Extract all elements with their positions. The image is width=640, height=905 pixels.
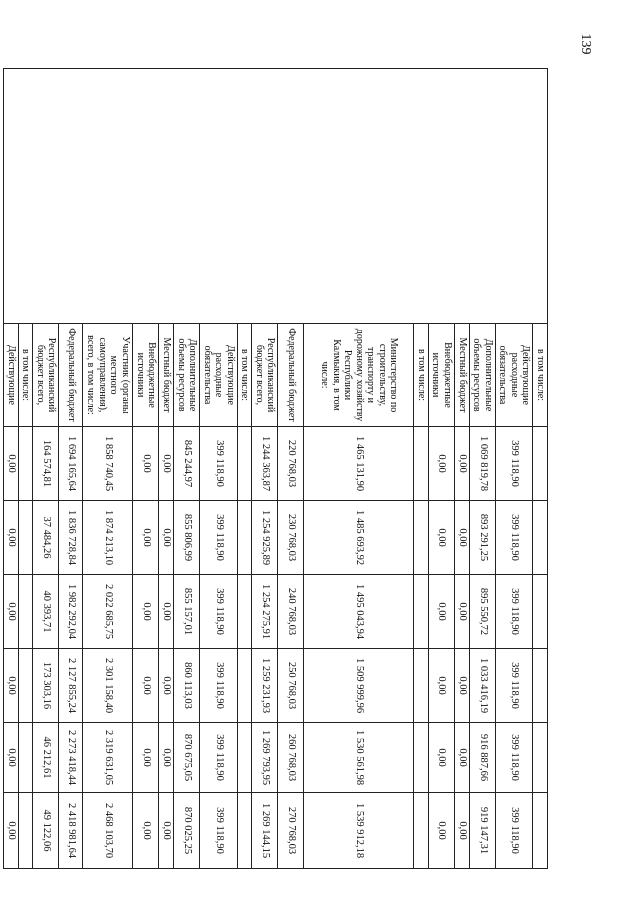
- cell-value: [533, 723, 548, 793]
- cell-value: [18, 427, 33, 501]
- cell-value: 2 022 685,75: [83, 575, 133, 649]
- cell-value: 870 025,25: [174, 793, 200, 869]
- cell-value: 164 574,81: [33, 427, 59, 501]
- cell-value: 1 530 561,98: [304, 723, 414, 793]
- cell-value: 870 675,05: [174, 723, 200, 793]
- row-label: Федеральный бюджет: [59, 324, 83, 427]
- cell-value: 1 858 740,45: [83, 427, 133, 501]
- cell-value: 0,00: [3, 501, 18, 575]
- cell-value: [18, 793, 33, 869]
- cell-value: 399 118,90: [200, 427, 238, 501]
- cell-value: 0,00: [454, 723, 469, 793]
- cell-value: 46 212,61: [33, 723, 59, 793]
- cell-value: 0,00: [454, 793, 469, 869]
- row-label: в том числе:: [533, 324, 548, 427]
- cell-value: 399 118,90: [200, 723, 238, 793]
- cell-value: [18, 649, 33, 723]
- cell-value: 845 244,97: [174, 427, 200, 501]
- cell-value: 1 069 819,78: [470, 427, 496, 501]
- cell-value: 1 269 793,95: [252, 723, 278, 793]
- cell-value: 0,00: [3, 427, 18, 501]
- cell-value: 0,00: [133, 501, 159, 575]
- cell-value: 0,00: [159, 793, 174, 869]
- cell-value: 919 147,31: [470, 793, 496, 869]
- table-row: [533, 69, 548, 869]
- row-label: Республиканский бюджет всего,: [252, 324, 278, 427]
- cell-value: [18, 723, 33, 793]
- row-label: Местный бюджет: [454, 324, 469, 427]
- cell-value: [533, 649, 548, 723]
- cell-value: 260 768,03: [278, 723, 304, 793]
- cell-value: 0,00: [133, 723, 159, 793]
- cell-value: 0,00: [428, 723, 454, 793]
- row-label: Министерство по строительству, транспорту и дорожному хозяйству Республики Калмыкия, в том числе:: [304, 324, 414, 427]
- row-label: Федеральный бюджет: [278, 324, 304, 427]
- cell-value: 240 768,03: [278, 575, 304, 649]
- cell-value: 0,00: [454, 575, 469, 649]
- cell-value: 399 118,90: [200, 501, 238, 575]
- cell-value: 0,00: [159, 427, 174, 501]
- cell-value: 0,00: [159, 575, 174, 649]
- row-label: Дополнительные объемы ресурсов: [174, 324, 200, 427]
- cell-value: 1 539 912,18: [304, 793, 414, 869]
- cell-value: 40 393,71: [33, 575, 59, 649]
- cell-value: 399 118,90: [200, 793, 238, 869]
- cell-value: 0,00: [3, 793, 18, 869]
- budget-table: [3, 68, 548, 869]
- cell-value: [414, 723, 429, 793]
- cell-value: 399 118,90: [496, 501, 534, 575]
- cell-value: [18, 575, 33, 649]
- row-label: Участник (органы местного самоуправления), всего, в том числе:: [83, 324, 133, 427]
- row-label: в том числе:: [414, 324, 429, 427]
- cell-value: 1 254 925,89: [252, 501, 278, 575]
- cell-value: 399 118,90: [496, 649, 534, 723]
- cell-value: 855 157,01: [174, 575, 200, 649]
- cell-value: 1 254 275,91: [252, 575, 278, 649]
- cell-value: 2 418 981,64: [59, 793, 83, 869]
- cell-value: 0,00: [454, 427, 469, 501]
- cell-value: 0,00: [428, 501, 454, 575]
- cell-value: 0,00: [3, 575, 18, 649]
- row-label: Дополнительные объемы ресурсов: [470, 324, 496, 427]
- cell-value: 0,00: [133, 427, 159, 501]
- cell-value: 0,00: [159, 723, 174, 793]
- row-label: Действующие расходные обязательства: [200, 324, 238, 427]
- cell-value: [414, 649, 429, 723]
- cell-value: 0,00: [133, 575, 159, 649]
- cell-value: 1 874 213,10: [83, 501, 133, 575]
- cell-value: 399 118,90: [496, 793, 534, 869]
- rotated-table-container: [5, 68, 548, 868]
- cell-value: [533, 575, 548, 649]
- page-number: 139: [578, 33, 593, 55]
- cell-value: [18, 501, 33, 575]
- cell-value: [237, 575, 252, 649]
- cell-value: 0,00: [3, 723, 18, 793]
- cell-value: 0,00: [428, 427, 454, 501]
- cell-value: 2 319 631,05: [83, 723, 133, 793]
- row-label: в том числе:: [237, 324, 252, 427]
- cell-value: [533, 427, 548, 501]
- cell-value: 0,00: [428, 575, 454, 649]
- cell-value: 0,00: [159, 649, 174, 723]
- cell-value: 270 768,03: [278, 793, 304, 869]
- cell-value: [414, 427, 429, 501]
- cell-value: [237, 427, 252, 501]
- row-label: Внебюджетные источники: [133, 324, 159, 427]
- cell-value: 399 118,90: [200, 649, 238, 723]
- cell-value: 0,00: [159, 501, 174, 575]
- cell-value: 399 118,90: [496, 575, 534, 649]
- cell-value: 1 982 292,04: [59, 575, 83, 649]
- cell-value: 37 484,26: [33, 501, 59, 575]
- row-label: Действующие расходные обязательства: [496, 324, 534, 427]
- cell-value: 1 465 131,90: [304, 427, 414, 501]
- cell-value: 1 033 416,19: [470, 649, 496, 723]
- cell-value: 1 259 231,93: [252, 649, 278, 723]
- cell-value: 0,00: [133, 793, 159, 869]
- cell-value: 0,00: [428, 793, 454, 869]
- cell-value: 2 301 158,40: [83, 649, 133, 723]
- cell-value: 230 768,03: [278, 501, 304, 575]
- row-label: в том числе:: [18, 324, 33, 427]
- rotated-table-inner: [5, 68, 548, 868]
- row-label: Действующие: [3, 324, 18, 427]
- cell-value: 0,00: [3, 649, 18, 723]
- budget-table-body: [3, 69, 547, 869]
- cell-value: 1 836 728,84: [59, 501, 83, 575]
- cell-value: 855 806,99: [174, 501, 200, 575]
- cell-value: [414, 575, 429, 649]
- cell-value: 250 768,03: [278, 649, 304, 723]
- cell-value: 1 269 144,15: [252, 793, 278, 869]
- cell-value: [237, 501, 252, 575]
- cell-value: [237, 649, 252, 723]
- cell-value: 2 127 855,24: [59, 649, 83, 723]
- cell-value: 0,00: [428, 649, 454, 723]
- cell-value: 2 273 418,44: [59, 723, 83, 793]
- cell-value: 173 303,16: [33, 649, 59, 723]
- cell-value: [533, 793, 548, 869]
- cell-value: 220 768,03: [278, 427, 304, 501]
- cell-value: 895 550,72: [470, 575, 496, 649]
- cell-value: 1 244 363,87: [252, 427, 278, 501]
- cell-value: [414, 501, 429, 575]
- cell-value: 0,00: [454, 649, 469, 723]
- cell-value: [414, 793, 429, 869]
- cell-value: 893 291,25: [470, 501, 496, 575]
- cell-value: 0,00: [454, 501, 469, 575]
- cell-value: 2 468 103,70: [83, 793, 133, 869]
- cell-value: [237, 793, 252, 869]
- cell-value: 860 113,03: [174, 649, 200, 723]
- cell-value: 399 118,90: [496, 723, 534, 793]
- row-label: Местный бюджет: [159, 324, 174, 427]
- cell-value: 399 118,90: [200, 575, 238, 649]
- cell-value: 1 485 693,92: [304, 501, 414, 575]
- cell-value: 1 495 043,94: [304, 575, 414, 649]
- cell-value: 916 887,66: [470, 723, 496, 793]
- row-label: Республиканский бюджет всего,: [33, 324, 59, 427]
- cell-value: 0,00: [133, 649, 159, 723]
- cell-value: [237, 723, 252, 793]
- cell-value: [533, 501, 548, 575]
- cell-value: 399 118,90: [496, 427, 534, 501]
- cell-value: 1 509 999,96: [304, 649, 414, 723]
- blank-left-column: [3, 69, 547, 324]
- cell-value: 49 122,06: [33, 793, 59, 869]
- cell-value: 1 694 165,64: [59, 427, 83, 501]
- row-label: Внебюджетные источники: [428, 324, 454, 427]
